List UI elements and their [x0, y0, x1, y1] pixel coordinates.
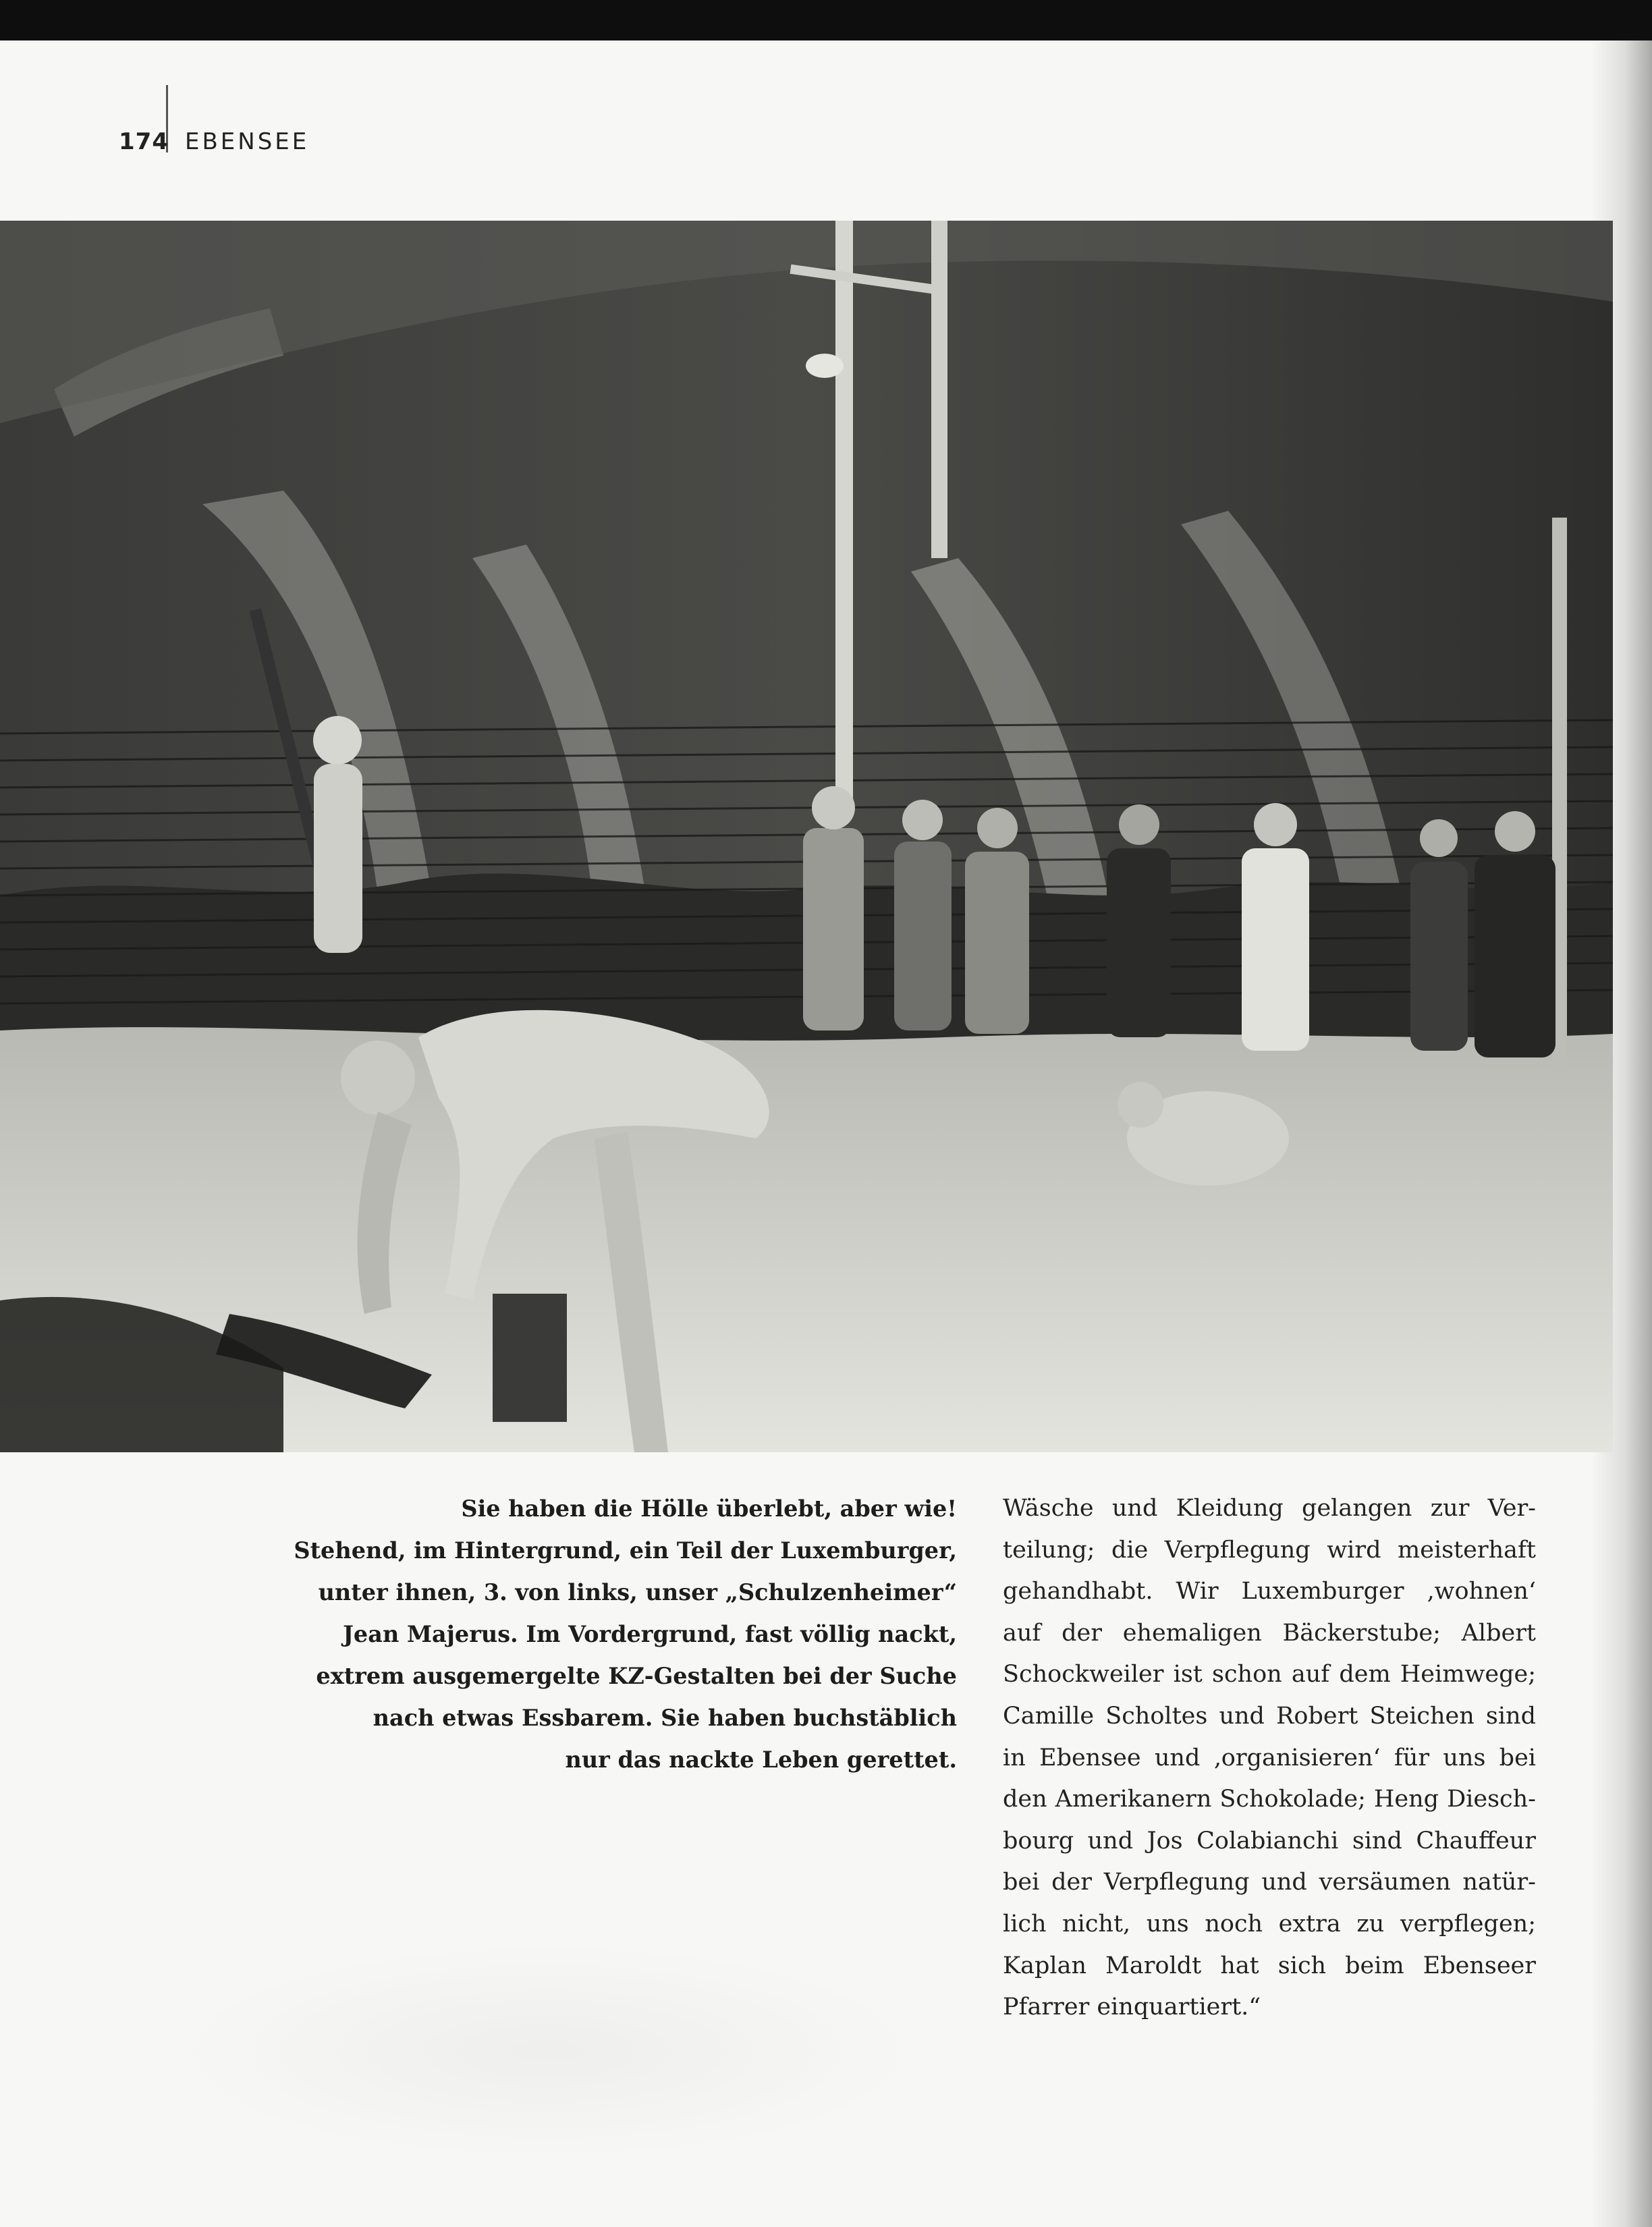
caption-line: Sie haben die Hölle überlebt, aber wie!	[461, 1495, 957, 1522]
caption-line: unter ihnen, 3. von links, unser „Schulzenheimer“	[318, 1579, 957, 1605]
page-number: 174	[119, 128, 169, 155]
utility-pole	[835, 221, 853, 815]
body-line: lich nicht, uns noch extra zu verpflegen;	[1003, 1910, 1536, 1937]
scan-smudge	[175, 1944, 918, 2160]
historical-photograph	[0, 221, 1613, 1452]
running-head	[119, 127, 309, 157]
caption-line: nur das nackte Leben gerettet.	[565, 1747, 957, 1773]
body-line: Pfarrer einquartiert.“	[1003, 1994, 1261, 2021]
body-line: Camille Scholtes und Robert Steichen sind	[1003, 1702, 1536, 1730]
section-title: EBENSEE	[184, 128, 310, 155]
body-line: bei der Verpflegung und versäumen natür-	[1003, 1869, 1536, 1896]
figure-left	[313, 716, 362, 953]
body-line: Schockweiler ist schon auf dem Heimwege;	[1003, 1661, 1536, 1688]
scan-edge-top	[0, 0, 1652, 40]
bucket	[493, 1294, 567, 1422]
body-line: Kaplan Maroldt hat sich beim Ebenseer	[1003, 1952, 1536, 1979]
lamp	[806, 354, 844, 378]
body-line: teilung; die Verpflegung wird meisterhaft	[1003, 1536, 1536, 1564]
caption-line: Stehend, im Hintergrund, ein Teil der Luxemburger,	[294, 1537, 957, 1564]
caption-line: Jean Majerus. Im Vordergrund, fast völlig nackt,	[343, 1621, 957, 1647]
caption-line: extrem ausgemergelte KZ-Gestalten bei der Suche	[316, 1663, 957, 1689]
photo-illustration	[0, 221, 1613, 1452]
body-line: auf der ehemaligen Bäckerstube; Albert	[1003, 1619, 1536, 1647]
body-line: bourg und Jos Colabianchi sind Chauffeur	[1003, 1827, 1536, 1854]
body-text-column	[1003, 1488, 1536, 2029]
body-line: den Amerikanern Schokolade; Heng Diesch-	[1003, 1786, 1536, 1813]
body-line: Wäsche und Kleidung gelangen zur Ver-	[1003, 1495, 1536, 1522]
utility-pole	[931, 221, 947, 558]
caption-line: nach etwas Essbarem. Sie haben buchstäblich	[373, 1705, 957, 1731]
body-line: in Ebensee und ‚organisieren‘ für uns bei	[1003, 1744, 1536, 1771]
body-line: gehandhabt. Wir Luxemburger ‚wohnen‘	[1003, 1578, 1536, 1605]
photo-caption	[256, 1488, 957, 1781]
